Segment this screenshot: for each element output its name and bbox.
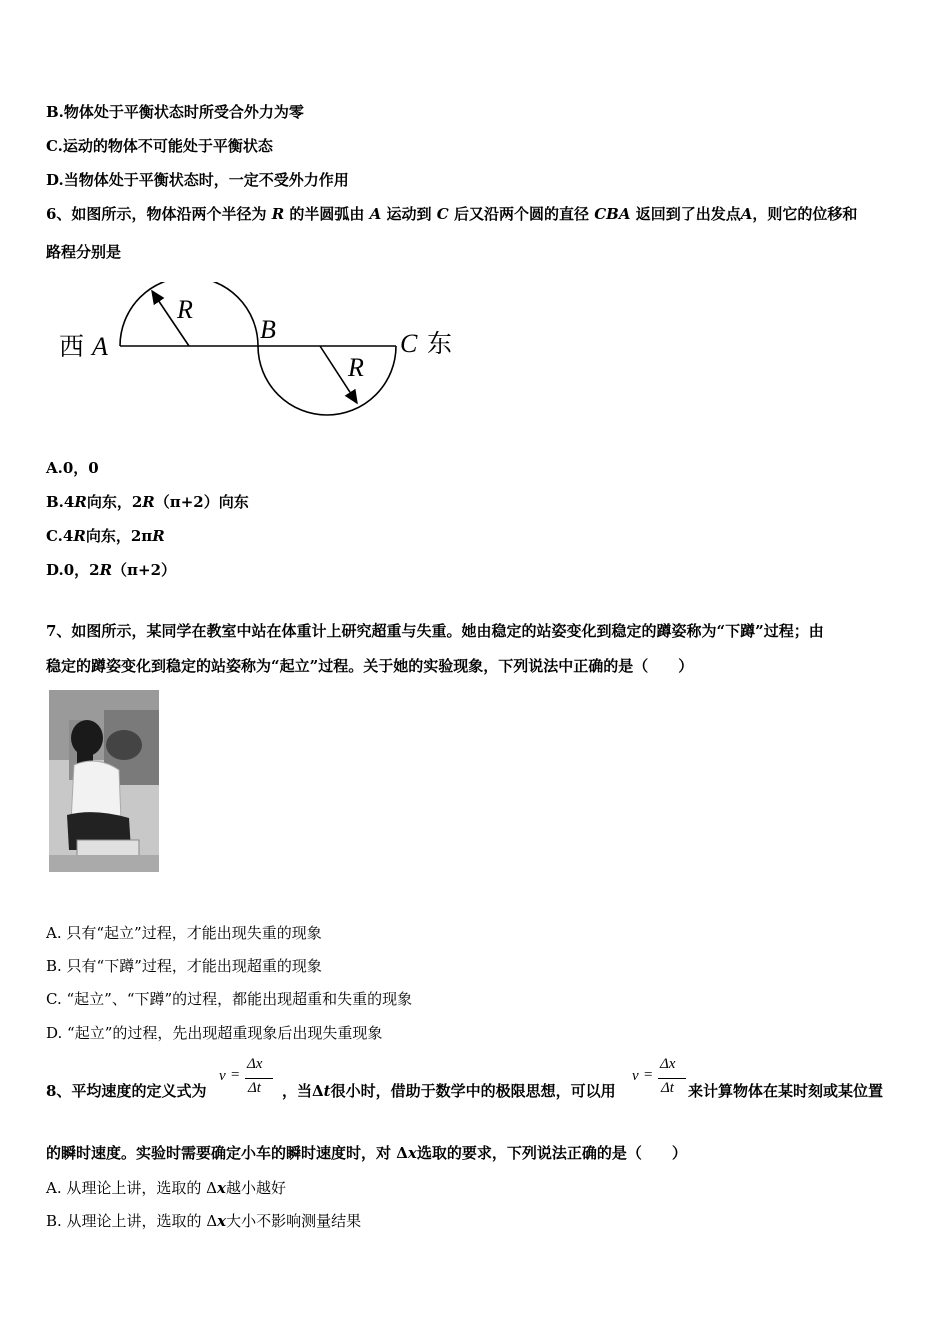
q7-option-a: A. 只有“起立”过程，才能出现失重的现象 (46, 924, 322, 942)
q5-option-b: B.物体处于平衡状态时所受合外力为零 (46, 103, 304, 121)
label-a: A (92, 332, 108, 361)
photo-illustration (49, 690, 159, 872)
q5-option-c: C.运动的物体不可能处于平衡状态 (46, 137, 273, 155)
label-b: B (260, 315, 276, 344)
q8-formula-1: v = Δx Δt (219, 1056, 279, 1106)
q7-option-b: B. 只有“下蹲”过程，才能出现超重的现象 (46, 957, 322, 975)
q6-semicircle-figure (52, 282, 472, 422)
q8-stem-line2: 的瞬时速度。实验时需要确定小车的瞬时速度时，对 Δx选取的要求，下列说法正确的是（ ） (46, 1144, 687, 1162)
q8-formula-2: v = Δx Δt (632, 1056, 692, 1106)
q6-option-d: D.0，2R（π+2） (46, 561, 177, 579)
q8-stem-line1-part1: 8、平均速度的定义式为 (46, 1082, 207, 1100)
q6-stem-line1: 6、如图所示，物体沿两个半径为 R 的半圆弧由 A 运动到 C 后又沿两个圆的直径 CBA 返回到了出发点A，则它的位移和 (46, 205, 858, 223)
q8-stem-line1-part2: ，当Δt很小时，借助于数学中的极限思想，可以用 (282, 1082, 616, 1100)
label-west: 西 (59, 332, 85, 361)
q7-option-c: C. “起立”、“下蹲”的过程，都能出现超重和失重的现象 (46, 990, 413, 1008)
label-east: 东 (427, 329, 453, 358)
q8-option-a: A. 从理论上讲，选取的 Δx越小越好 (46, 1179, 286, 1197)
label-r-upper: R (177, 295, 193, 324)
q8-option-b: B. 从理论上讲，选取的 Δx大小不影响测量结果 (46, 1212, 362, 1230)
q7-option-d: D. “起立”的过程，先出现超重现象后出现失重现象 (46, 1024, 383, 1042)
q6-stem-line2: 路程分别是 (46, 243, 122, 261)
q6-option-b: B.4R向东，2R（π+2）向东 (46, 493, 249, 511)
q7-stem-line1: 7、如图所示，某同学在教室中站在体重计上研究超重与失重。她由稳定的站姿变化到稳定的蹲姿称为“下蹲”过程；由 (46, 622, 824, 640)
q6-option-c: C.4R向东，2πR (46, 527, 165, 545)
q7-photo-squatting-student (49, 690, 159, 872)
label-r-lower: R (348, 353, 364, 382)
label-c: C (400, 329, 418, 358)
q7-stem-line2: 稳定的蹲姿变化到稳定的站姿称为“起立”过程。关于她的实验现象，下列说法中正确的是（ ） (46, 657, 694, 675)
q6-option-a: A.0，0 (46, 459, 99, 477)
q8-stem-line1-part3: 来计算物体在某时刻或某位置 (688, 1082, 884, 1100)
q5-option-d: D.当物体处于平衡状态时，一定不受外力作用 (46, 171, 349, 189)
